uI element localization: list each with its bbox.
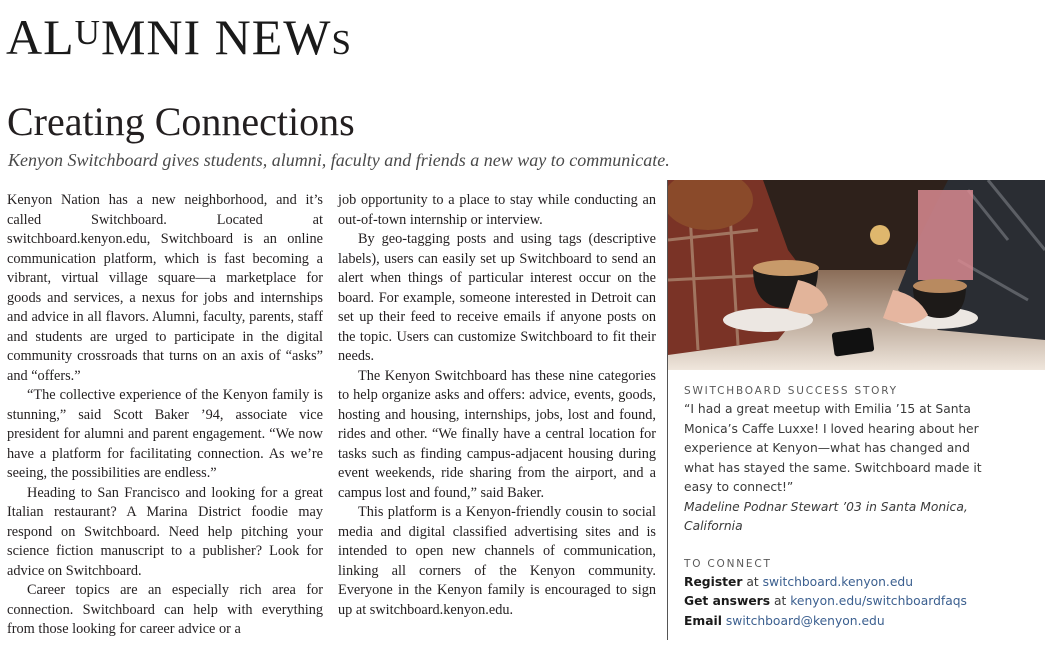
answers-label: Get answers <box>684 594 771 608</box>
masthead-part: S <box>331 23 352 62</box>
paragraph: Heading to San Francisco and looking for a great Italian restaurant? A Marina District foodie may respond on Switchboard. Need help pitching your science fiction manuscript to a publisher? Look for advice on Switchboard. <box>7 484 323 579</box>
attribution-line: California <box>684 519 743 533</box>
article-column-1 <box>7 191 323 640</box>
section-masthead <box>6 4 352 72</box>
masthead-part: U <box>74 13 101 52</box>
paragraph: This platform is a Kenyon-friendly cousin to social media and digital classified advertising sites and is intended to open new channels of communication, linking all corners of the Kenyon community. Everyone in the Kenyon family is encouraged to sign up at switchboard.kenyon.edu. <box>338 504 656 618</box>
coffee-meetup-photo <box>668 180 1045 370</box>
quote-line: experience at Kenyon—what has changed and <box>684 441 970 455</box>
success-story-sidebar <box>684 382 1039 631</box>
paragraph: Career topics are an especially rich area for connection. Switchboard can help with everything from those looking for career advice or a <box>7 582 323 637</box>
quote-line: Monica’s Caffe Luxxe! I loved hearing about her <box>684 421 979 436</box>
paragraph: “The collective experience of the Kenyon family is stunning,” said Scott Baker ’94, associate vice president for alumni and parent engagement. “We now have a platform for facilitating connection. As we’re seeing, the possibilities are endless.” <box>7 387 323 481</box>
quote-line: easy to connect!” <box>684 480 794 494</box>
testimonial-quote <box>684 400 1039 498</box>
connect-heading: TO CONNECT <box>684 557 772 570</box>
connect-section <box>684 555 1039 632</box>
paragraph: job opportunity to a place to stay while conducting an out-of-town internship or interview. <box>338 192 656 228</box>
article-column-2 <box>338 191 656 620</box>
email-label: Email <box>684 613 722 628</box>
register-at: at <box>742 574 763 589</box>
email-link[interactable]: switchboard@kenyon.edu <box>725 613 885 628</box>
paragraph: Kenyon Nation has a new neighborhood, and it’s called Switchboard. Located at switchboard.kenyon.edu, Switchboard is an online communication platform, which is fast becoming a vibrant, virtual village square—a marketplace for goods and services, a nexus for jobs and internships and advice in all flavors. Alumni, faculty, parents, staff and students are urged to participate in the digital community crossroads that turns on an axis of “asks” and “offers.” <box>7 192 323 384</box>
register-link[interactable]: switchboard.kenyon.edu <box>762 574 914 589</box>
paragraph: The Kenyon Switchboard has these nine categories to help organize asks and offers: advice, events, goods, hosting and housing, internships, jobs, lost and found, rides and other. “We finally have a central location for tasks such as finding campus-adjacent housing during event weekends, ride sharing from the airport, and a campus lost and found,” said Baker. <box>338 367 656 501</box>
article-deck: Kenyon Switchboard gives students, alumni, faculty and friends a new way to communicate. <box>8 150 670 170</box>
masthead-part: AL <box>6 9 75 65</box>
masthead-part: MNI NEW <box>100 9 332 65</box>
email-line <box>684 612 1039 632</box>
register-label: Register <box>684 574 743 589</box>
photo-illustration <box>668 180 1045 370</box>
testimonial-attribution <box>684 498 1039 537</box>
answers-at: at <box>770 594 791 608</box>
answers-line <box>684 592 1039 612</box>
attribution-line: Madeline Podnar Stewart ’03 in Santa Monica, <box>684 499 968 514</box>
quote-line: “I had a great meetup with Emilia ’15 at Santa <box>684 402 971 416</box>
quote-line: what has stayed the same. Switchboard made it <box>684 460 982 475</box>
faq-link[interactable]: kenyon.edu/switchboardfaqs <box>790 594 967 608</box>
article-headline: Creating Connections <box>7 99 355 144</box>
register-line <box>684 573 1039 593</box>
sidebar-kicker: SWITCHBOARD SUCCESS STORY <box>684 385 898 397</box>
paragraph: By geo-tagging posts and using tags (descriptive labels), users can easily set up Switchboard to send an alert when things of particular interest occur on the board. For example, someone interested in Detroit can set up their feed to receive emails if anyone posts on the topic. Users can customize Switchboard to fit their needs. <box>338 231 656 364</box>
